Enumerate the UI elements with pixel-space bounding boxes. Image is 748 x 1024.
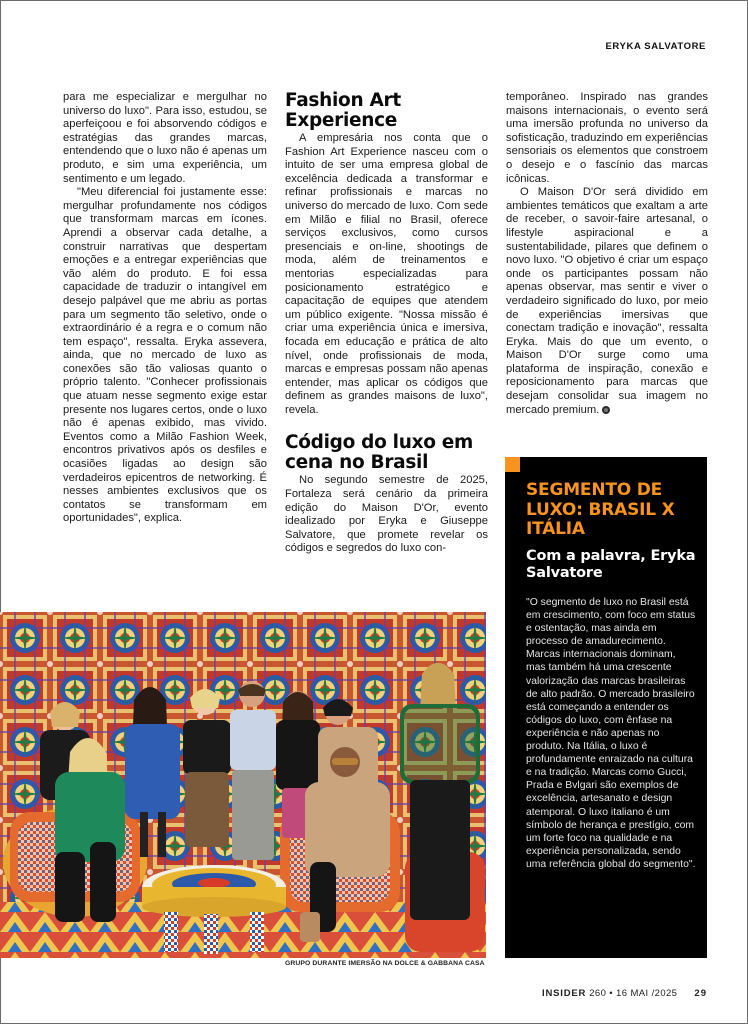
section-heading-codigo-do-luxo: Código do luxo em cena no Brasil [285, 432, 473, 474]
article-column-1 [63, 91, 267, 526]
end-of-article-icon [602, 406, 610, 414]
paragraph: No segundo semestre de 2025, Fortaleza será cenário da primeira edição do Maison D'Or, evento idealizado por Eryka e Giuseppe Salvatore, que promete revelar os códigos e segredos do luxo con- [285, 474, 488, 555]
issue-info: 260 • 16 MAI /2025 [589, 988, 678, 999]
article-column-3 [506, 91, 708, 417]
sidebar-title: SEGMENTO DE LUXO: BRASIL X ITÁLIA [526, 480, 675, 539]
group-photo-illustration [0, 612, 486, 958]
section-heading-fashion-art-experience: Fashion Art Experience [285, 90, 401, 131]
sidebar-subtitle: Com a palavra, Eryka Salvatore [526, 548, 696, 581]
paragraph: "Meu diferencial foi justamente esse: mergulhar profundamente nos códigos que transformam marcas em ícones. Aprendi a observar cada detalhe, a construir narrativas que despertam emoções e a entregar experiências que vão além do produto. E foi essa capacidade de traduzir o intangível em desejo palpável que me abriu as portas para um segmento tão seletivo, onde o extraordinário é a regra e o comum não tem espaço", ressalta. Eryka assevera, ainda, que no mercado de luxo as conexões são tão valiosas quanto o próprio talento. "Conhecer profissionais que atuam nesse segmento exige estar presente nos lugares certos, onde o luxo não é apenas exibido, mas vivido. Eventos como a Milão Fashion Week, encontros privativos após os desfiles e ocasiões ligadas ao design são verdadeiros epicentros de networking. É nesses ambientes exclusivos que os contatos se transformam em oportunidades", explica. [63, 186, 267, 525]
page-footer [542, 988, 707, 999]
paragraph-text: O Maison D'Or será dividido em ambientes temáticos que exaltam a arte de receber, o savoir-faire artesanal, o lifestyle aspiracional e a sustentabilidade, pilares que definem o novo luxo. "O objetivo é criar um espaço onde os participantes possam não apenas observar, mas sentir e viver o verdadeiro significado do luxo, por meio de experiências imersivas que conectam tradição e inovação", ressalta Eryka. Mais do que um evento, o Maison D'Or surge como uma plataforma de inspiração, conexão e reposicionamento para marcas que desejam consolidar sua imagem no mercado premium. [506, 186, 708, 416]
photo-caption: GRUPO DURANTE IMERSÃO NA DOLCE & GABBANA CASA [285, 960, 485, 967]
sidebar-quote: "O segmento de luxo no Brasil está em crescimento, com foco em status e ostentação, mas ainda em processo de amadurecimento. Marcas internacionais dominam, mas também há uma crescente valorização das marcas brasileiras de alto padrão. O mercado brasileiro está começando a entender os códigos do luxo, com ênfase na experiência e não apenas no produto. Na Itália, o luxo é profundamente enraizado na cultura e na tradição. Marcas como Gucci, Prada e Bvlgari são exemplos de excelência, artesanato e design atemporal. O luxo italiano é um símbolo de herança e prestígio, com um forte foco na qualidade e na experiência personalizada, sendo uma referência global do segmento". [526, 597, 696, 870]
paragraph [506, 186, 708, 417]
publication-name: INSIDER [542, 988, 587, 999]
paragraph: A empresária nos conta que o Fashion Art Experience nasceu com o intuito de ser uma empresa global de excelência dedicada a transformar e refinar profissionais e marcas no universo do mercado de luxo. Com sede em Milão e filial no Brasil, oferece serviços exclusivos, como cursos presenciais e on-line, shootings de moda, além de treinamentos e mentorias especializadas para posicionamento estratégico e capacitação de equipes que atendem um público exigente. "Nossa missão é criar uma experiência única e imersiva, focada em educação e prática de alto nível, onde profissionais de moda, marcas e empresas possam não apenas entender, mas aplicar os códigos que definem as grandes maisons de luxo", revela. [285, 132, 488, 416]
running-head: ERYKA SALVATORE [605, 41, 706, 52]
sidebar-box [505, 457, 707, 958]
page-number: 29 [694, 988, 707, 999]
paragraph: para me especializar e mergulhar no universo do luxo". Para isso, estudou, se aperfeiçoou e foi absorvendo códigos e estratégias das grandes marcas, entendendo que o luxo não é apenas um produto, e sim uma experiência, um sentimento e um legado. [63, 91, 267, 185]
accent-corner-square [505, 457, 520, 472]
group-photo [0, 612, 486, 958]
article-column-2 [285, 91, 488, 556]
paragraph: temporâneo. Inspirado nas grandes maisons internacionais, o evento será uma imersão profunda no universo da sofisticação, traduzindo em experiências sensoriais os elementos que constroem o desejo e o fascínio das marcas icônicas. [506, 91, 708, 185]
